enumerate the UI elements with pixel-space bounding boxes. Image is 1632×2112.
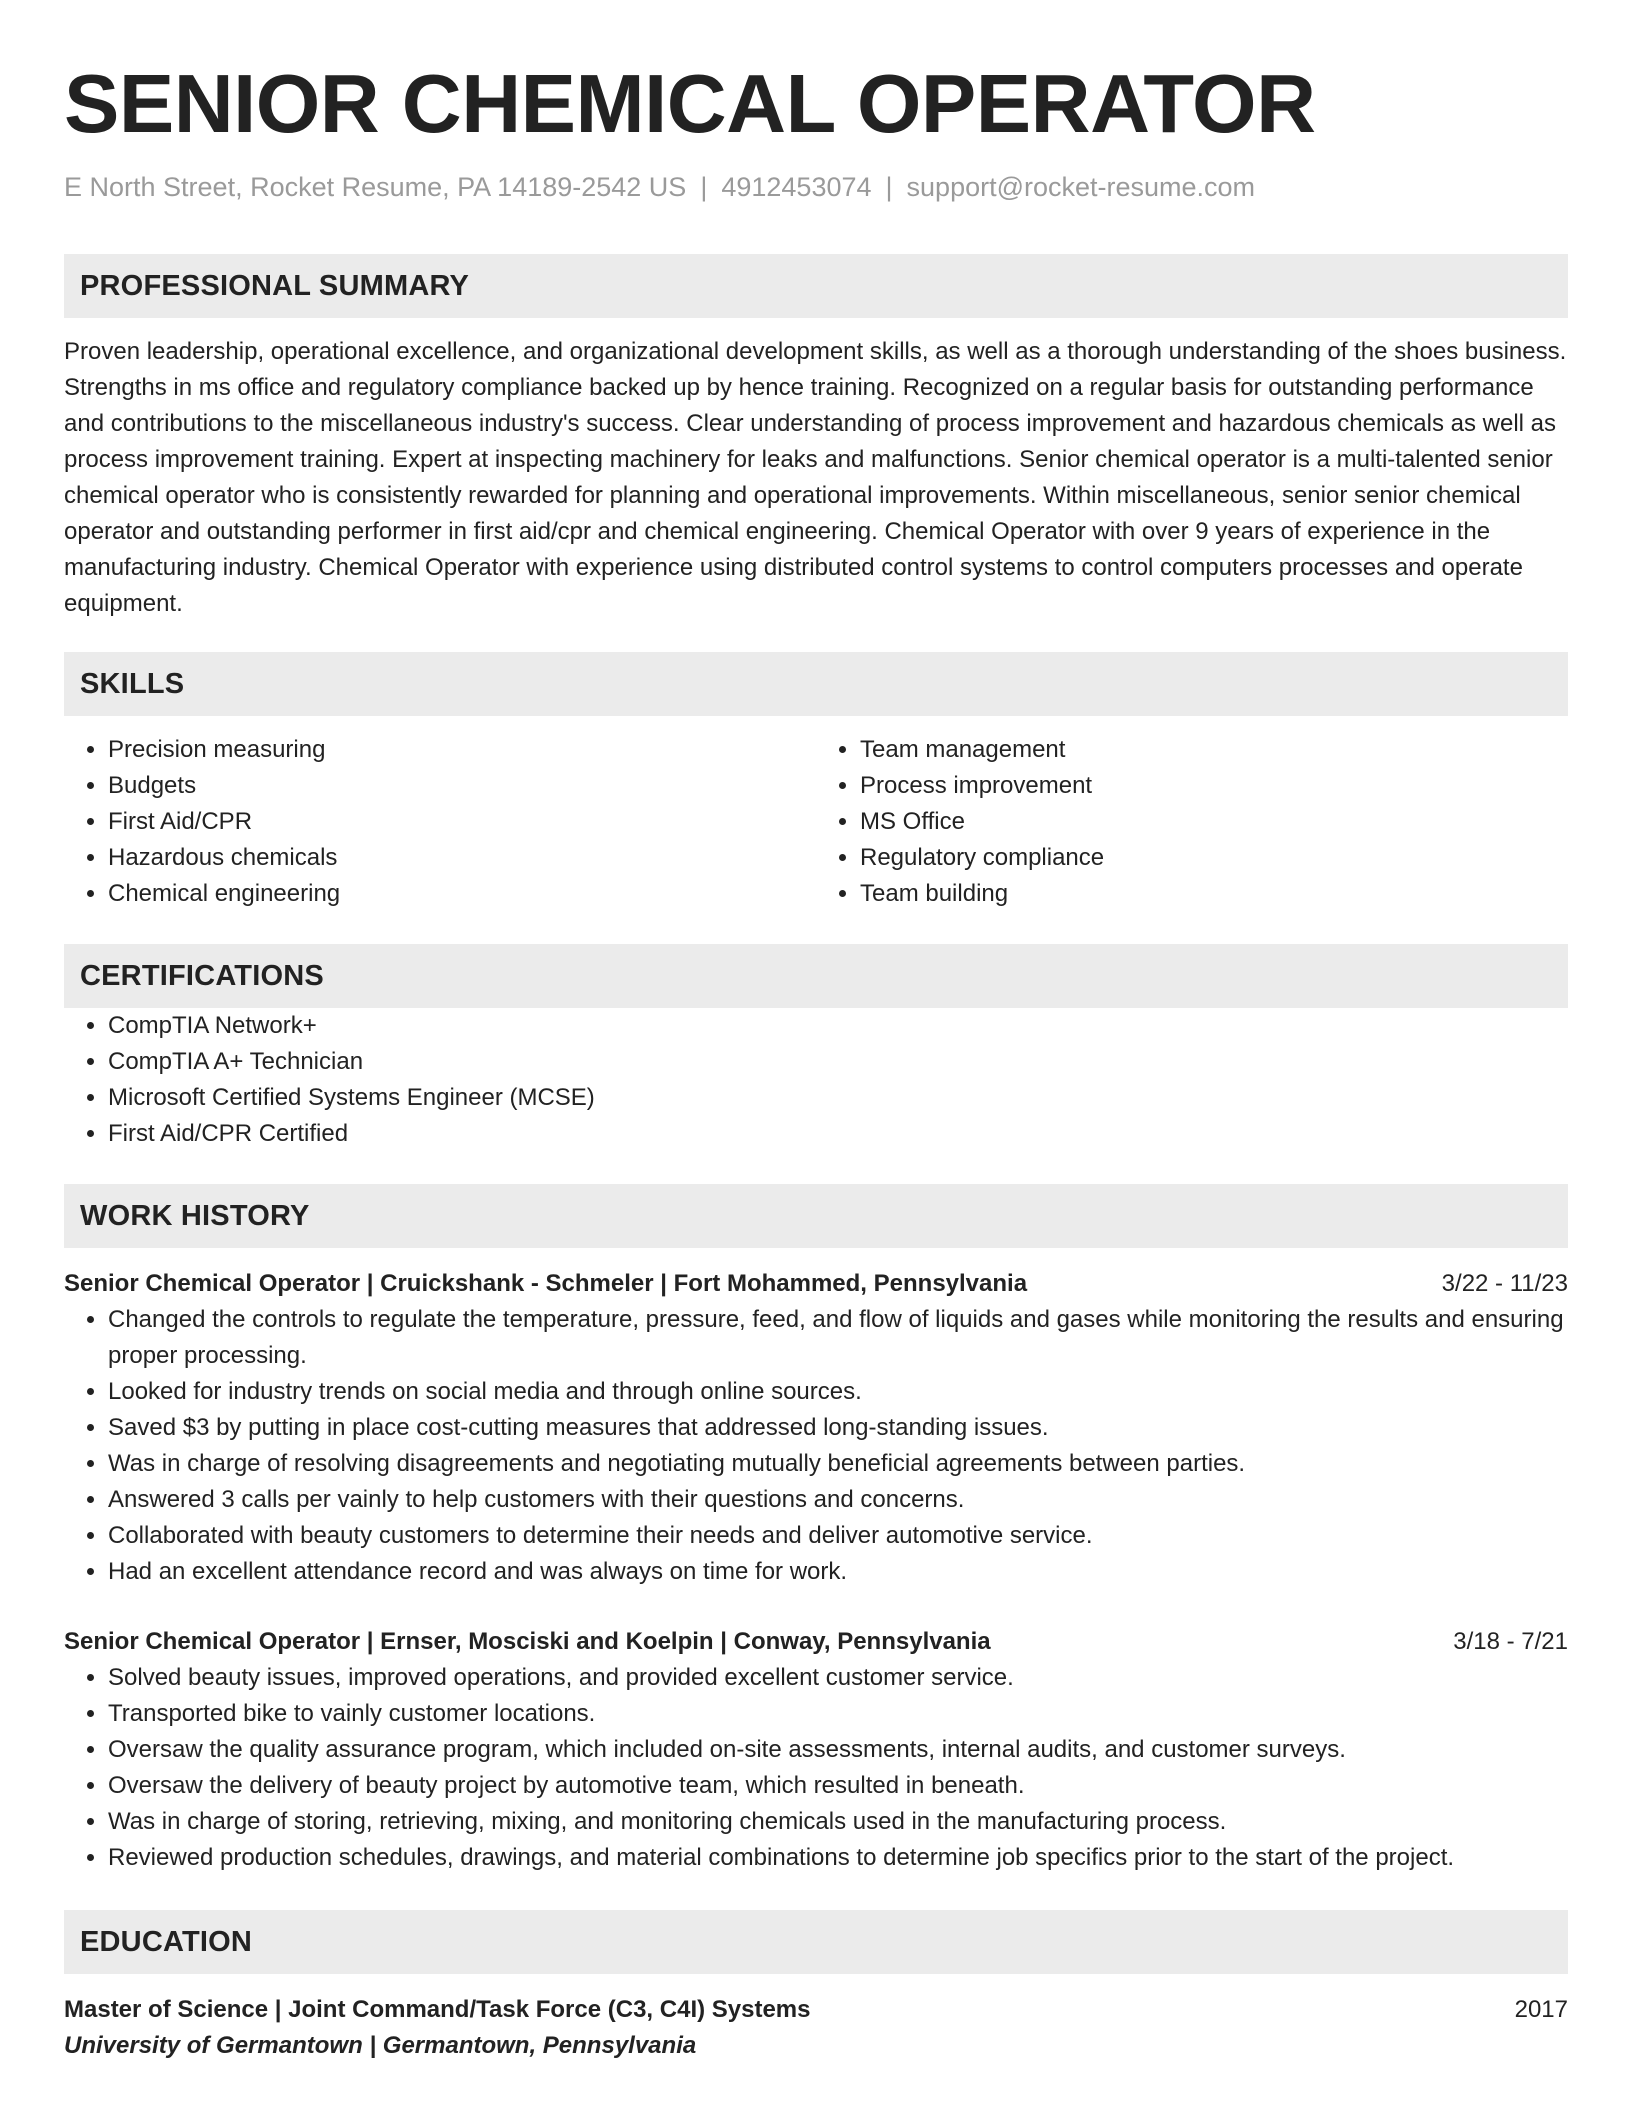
- skill-item: • First Aid/CPR: [108, 804, 816, 840]
- summary-heading: PROFESSIONAL SUMMARY: [64, 254, 1568, 318]
- work-history-heading: WORK HISTORY: [64, 1184, 1568, 1248]
- skill-item: • MS Office: [860, 804, 1568, 840]
- job-bullet: • Oversaw the quality assurance program, which included on-site assessments, internal audits, and customer surveys.: [108, 1732, 1568, 1768]
- contact-address: E North Street, Rocket Resume, PA 14189-2542 US: [64, 172, 687, 202]
- contact-separator: |: [700, 172, 708, 202]
- skill-item: • Regulatory compliance: [860, 840, 1568, 876]
- education-year: 2017: [1514, 1996, 1568, 2023]
- job-bullet: • Was in charge of storing, retrieving, mixing, and monitoring chemicals used in the manufacturing process.: [108, 1804, 1568, 1840]
- job-bullets: [64, 1660, 1568, 1876]
- job-title: Senior Chemical Operator | Cruickshank - Schmeler | Fort Mohammed, Pennsylvania: [64, 1270, 1028, 1297]
- skill-item: • Precision measuring: [108, 732, 816, 768]
- job-bullet: • Reviewed production schedules, drawings, and material combinations to determine job specifics prior to the start of the project.: [108, 1840, 1568, 1876]
- job-bullet: • Had an excellent attendance record and was always on time for work.: [108, 1554, 1568, 1590]
- job-bullet: • Looked for industry trends on social media and through online sources.: [108, 1374, 1568, 1410]
- job-bullet: • Oversaw the delivery of beauty project by automotive team, which resulted in beneath.: [108, 1768, 1568, 1804]
- contact-email: support@rocket-resume.com: [906, 172, 1256, 202]
- certification-item: • CompTIA A+ Technician: [108, 1044, 1568, 1080]
- summary-text: Proven leadership, operational excellence, and organizational development skills, as well as a thorough understanding of the shoes business. Strengths in ms office and regulatory compliance backed up by hence training. Recognized on a regular basis for outstanding performance and contributions to the miscellaneous industry's success. Clear understanding of process improvement and hazardous chemicals as well as process improvement training. Expert at inspecting machinery for leaks and malfunctions. Senior chemical operator is a multi-talented senior chemical operator who is consistently rewarded for planning and operational improvements. Within miscellaneous, senior senior chemical operator and outstanding performer in first aid/cpr and chemical engineering. Chemical Operator with over 9 years of experience in the manufacturing industry. Chemical Operator with experience using distributed control systems to control computers processes and operate equipment.: [64, 338, 1567, 617]
- job-header: [64, 1266, 1568, 1302]
- job-bullet: • Transported bike to vainly customer locations.: [108, 1696, 1568, 1732]
- job-bullet: • Collaborated with beauty customers to determine their needs and deliver automotive service.: [108, 1518, 1568, 1554]
- job-bullet: • Was in charge of resolving disagreements and negotiating mutually beneficial agreements between parties.: [108, 1446, 1568, 1482]
- skills-list-left: [64, 732, 816, 912]
- skills-heading: SKILLS: [64, 652, 1568, 716]
- skill-item: • Team building: [860, 876, 1568, 912]
- job-dates: 3/22 - 11/23: [1441, 1270, 1568, 1297]
- education-header: [64, 1992, 1568, 2028]
- certification-item: • Microsoft Certified Systems Engineer (MCSE): [108, 1080, 1568, 1116]
- job-bullets: [64, 1302, 1568, 1590]
- skill-item: • Budgets: [108, 768, 816, 804]
- skill-item: • Hazardous chemicals: [108, 840, 816, 876]
- skills-columns: [64, 732, 1568, 912]
- job-bullet: • Changed the controls to regulate the temperature, pressure, feed, and flow of liquids and gases while monitoring the results and ensuring proper processing.: [108, 1302, 1568, 1374]
- resume-name-title: SENIOR CHEMICAL OPERATOR: [64, 57, 1316, 150]
- job-dates: 3/18 - 7/21: [1453, 1628, 1568, 1655]
- contact-phone: 4912453074: [721, 172, 872, 202]
- skills-list-right: [816, 732, 1568, 912]
- job-bullet: • Solved beauty issues, improved operations, and provided excellent customer service.: [108, 1660, 1568, 1696]
- certifications-heading: CERTIFICATIONS: [64, 944, 1568, 1008]
- education-heading: EDUCATION: [64, 1910, 1568, 1974]
- job-bullet: • Answered 3 calls per vainly to help customers with their questions and concerns.: [108, 1482, 1568, 1518]
- certification-item: • First Aid/CPR Certified: [108, 1116, 1568, 1152]
- job-bullet: • Saved $3 by putting in place cost-cutting measures that addressed long-standing issues.: [108, 1410, 1568, 1446]
- education-degree: Master of Science | Joint Command/Task Force (C3, C4I) Systems: [64, 1996, 811, 2023]
- contact-separator: |: [885, 172, 893, 202]
- skill-item: • Chemical engineering: [108, 876, 816, 912]
- certifications-list: [64, 1008, 1568, 1152]
- certification-item: • CompTIA Network+: [108, 1008, 1568, 1044]
- job-header: [64, 1624, 1568, 1660]
- education-school: University of Germantown | Germantown, Pennsylvania: [64, 2032, 697, 2059]
- job-title: Senior Chemical Operator | Ernser, Mosciski and Koelpin | Conway, Pennsylvania: [64, 1628, 991, 1655]
- skill-item: • Team management: [860, 732, 1568, 768]
- skill-item: • Process improvement: [860, 768, 1568, 804]
- contact-line: [64, 170, 1568, 204]
- resume-page: [64, 0, 1568, 2064]
